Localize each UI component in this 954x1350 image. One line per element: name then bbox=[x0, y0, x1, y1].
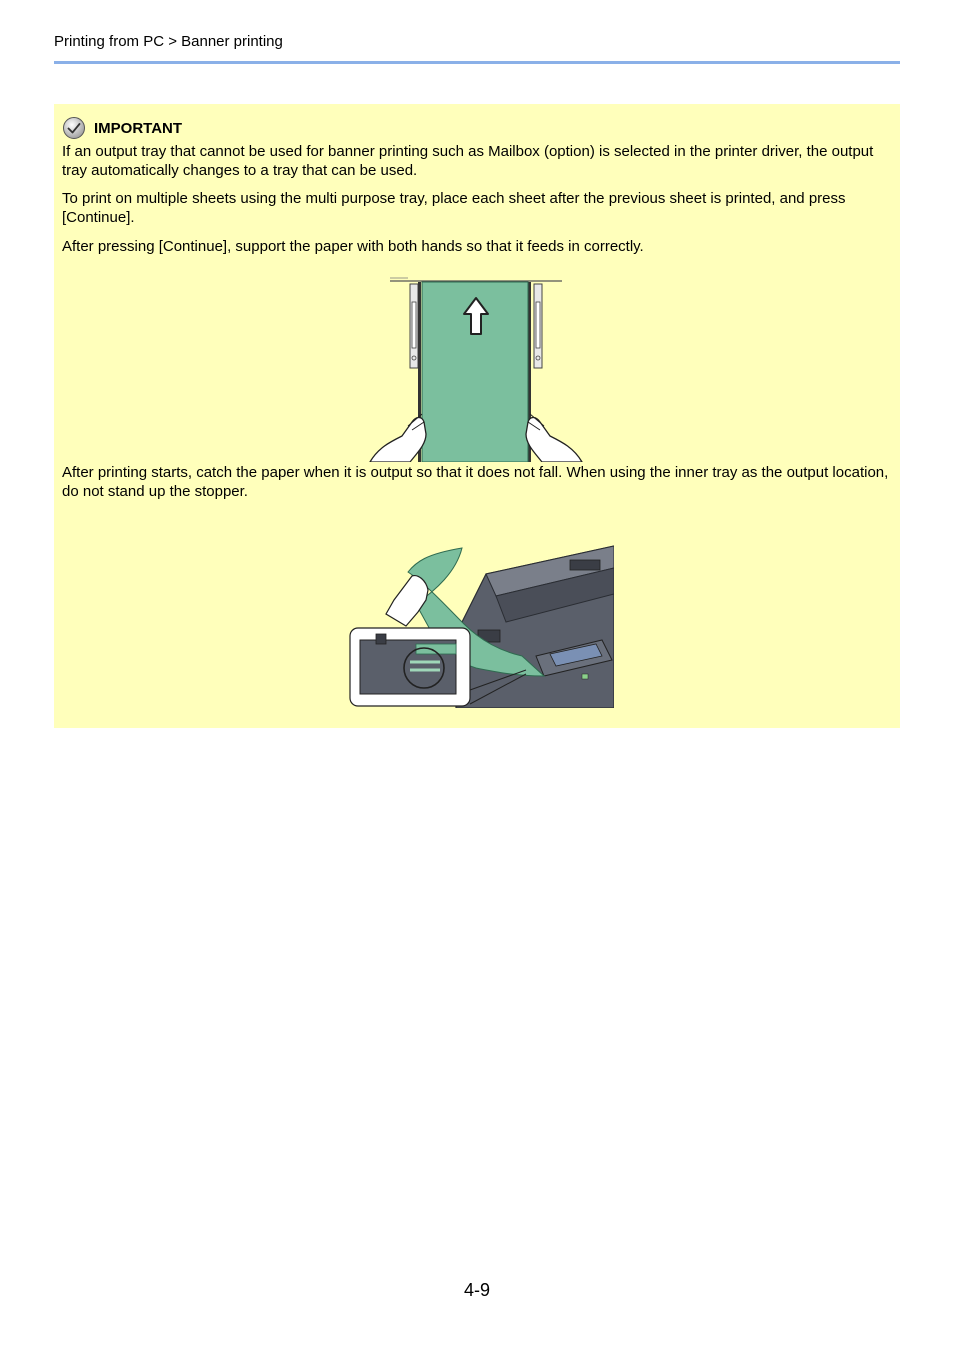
page-number: 4-9 bbox=[463, 1280, 490, 1300]
multi-purpose-tray-illustration bbox=[368, 276, 584, 462]
note-paragraph-3: After pressing [Continue], support the paper with both hands so that it feeds in correctly. bbox=[62, 238, 644, 255]
check-circle-icon bbox=[62, 116, 86, 140]
important-note bbox=[54, 104, 900, 728]
note-title bbox=[62, 116, 182, 140]
note-paragraph-2: To print on multiple sheets using the multi purpose tray, place each sheet after the previous sheet is printed, and press [Continue]. bbox=[62, 190, 846, 226]
note-paragraph-4: After printing starts, catch the paper when it is output so that it does not fall. When using the inner tray as the output location, do not stand up the stopper. bbox=[62, 464, 889, 500]
header-rule bbox=[54, 61, 900, 64]
output-paper-catch-illustration bbox=[346, 544, 614, 708]
note-paragraph-1: If an output tray that cannot be used for banner printing such as Mailbox (option) is selected in the printer driver, the output tray automatically changes to a tray that can be used. bbox=[62, 143, 874, 179]
note-title-text: IMPORTANT bbox=[94, 119, 183, 137]
breadcrumb: Printing from PC > Banner printing bbox=[54, 33, 283, 50]
